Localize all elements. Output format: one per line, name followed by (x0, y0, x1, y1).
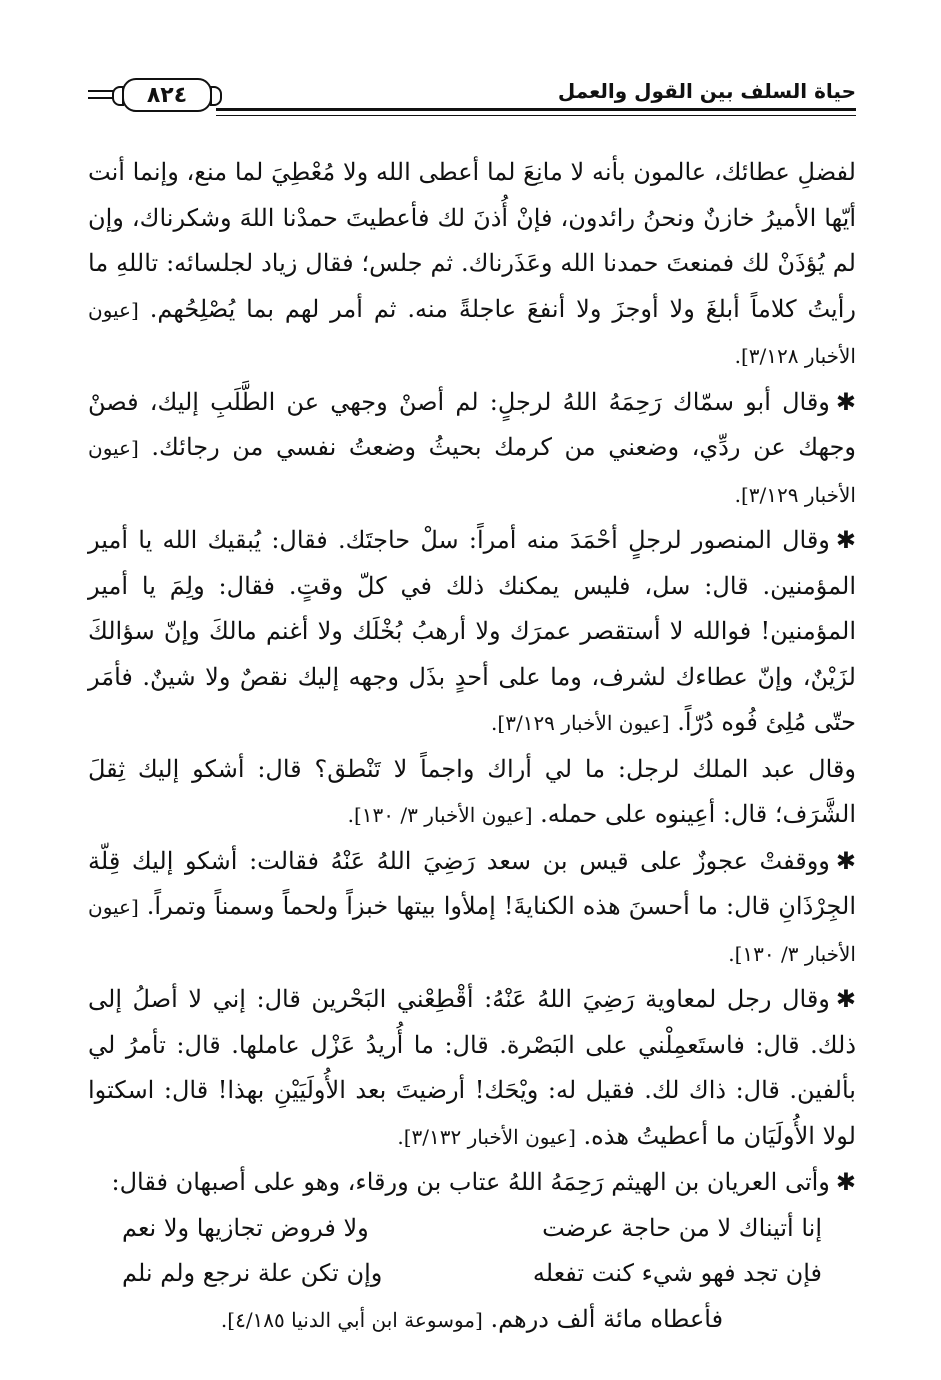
closing-text: فأعطاه مائة ألف درهم. (490, 1304, 724, 1333)
paragraph-5 (88, 839, 856, 978)
citation: [عيون الأخبار ٣/ ١٣٠]. (347, 803, 533, 827)
citation: [عيون الأخبار ٣/١٢٨]. (88, 297, 856, 368)
verse-first-hemistich: فإن تجد فهو شيء كنت تفعله (532, 1259, 822, 1287)
star-bullet-icon: ✱ (835, 526, 856, 554)
star-bullet-icon: ✱ (835, 387, 856, 416)
verse-second-hemistich: ولا فروض تجازيها ولا نعم (122, 1213, 369, 1242)
paragraph-text: وقال رجل لمعاوية رَضِيَ اللهُ عَنْهُ: أقْطِعْني البَحْرين قال: إني لا أصلُ إلى ذلك. قال: فاستَعمِلْني على البَصْرة. قال: ما أُريدُ عَزْل عاملها. قال: تأمرُ لي بألفين. قال: ذاك لك. فقيل له: ويْحَك! أرضيتَ بعد الأُولَيَيْنِ بهذا! قال: اسكتوا لولا الأُولَيَان ما أعطيتُ هذه. (88, 985, 856, 1150)
star-bullet-icon: ✱ (835, 846, 856, 875)
verse-1 (122, 1206, 822, 1252)
paragraph-text: لفضلِ عطائك، عالمون بأنه لا مانِعَ لما أعطى الله ولا مُعْطِيَ لما منع، وإنما أنت أيّها الأميرُ خازنٌ ونحنُ رائدون، فإنْ أُذنَ لك فأعطيتَ حمدْنا اللهَ وشكرناك، وإن لم يُؤذَنْ لك فمنعتَ حمدنا الله وعَذَرناك. ثم جلس؛ فقال زياد لجلسائه: تاللهِ ما رأيتُ كلاماً أبلغَ ولا أوجزَ ولا أنفعَ عاجلةً منه. ثم أمر لهم بما يُصْلِحُهم. (88, 158, 856, 323)
paragraph-text: وقال أبو سمّاك رَحِمَهُ اللهُ لرجلٍ: لم أصنْ وجهي عن الطَّلَبِ إليك، فصنْ وجهك عن ردِّي، وضعني من كرمك بحيثُ وضعتُ نفسي من رجائك. (88, 387, 856, 461)
star-bullet-icon: ✱ (835, 985, 856, 1013)
citation: [عيون الأخبار ٣/١٢٩]. (88, 436, 856, 507)
paragraph-text: وقال عبد الملك لرجل: ما لي أراك واجماً لا تَنْطق؟ قال: أشكو إليك ثِقلَ الشَّرَف؛ قال: أعِينوه على حمله. (88, 754, 856, 828)
paragraph-4 (88, 747, 856, 839)
page-number: ٨٢٤ (122, 78, 212, 112)
header-dash (88, 90, 114, 99)
page-body (88, 150, 856, 1343)
paragraph-1 (88, 150, 856, 380)
closing-line (88, 1297, 856, 1344)
poem (122, 1206, 822, 1297)
verse-2 (122, 1251, 822, 1297)
paragraph-text: ووقفتْ عجوزٌ على قيس بن سعد رَضِيَ اللهُ عَنْهُ فقالت: أشكو إليك قِلّة الجِرْذَانِ قال: ما أحسنَ هذه الكنايةَ! إملأوا بيتها خبزاً ولحماً وسمناً وتمراً. (88, 846, 856, 920)
star-bullet-icon: ✱ (835, 1168, 856, 1196)
citation: [موسوعة ابن أبي الدنيا ٤/١٨٥]. (220, 1307, 483, 1332)
paragraph-3 (88, 518, 856, 747)
citation: [عيون الأخبار ٣/١٣٢]. (397, 1124, 576, 1149)
paragraph-2 (88, 380, 856, 519)
running-title: حياة السلف بين القول والعمل (557, 79, 856, 103)
citation: [عيون الأخبار ٣/١٢٩]. (491, 711, 670, 735)
paragraph-text: وأتى العريان بن الهيثم رَحِمَهُ اللهُ عتاب بن ورقاء، وهو على أصبهان فقال: (111, 1168, 830, 1196)
verse-first-hemistich: إنا أتيناك لا من حاجة عرضت (542, 1213, 822, 1242)
citation: [عيون الأخبار ٣/ ١٣٠]. (88, 895, 856, 966)
header-rule-thin (216, 115, 856, 116)
page-header (88, 78, 856, 124)
paragraph-7 (88, 1160, 856, 1206)
paragraph-text: وقال المنصور لرجلٍ أحْمَدَ منه أمراً: سلْ حاجتَك. فقال: يُبقيك الله يا أمير المؤمنين. قال: سل، فليس يمكنك ذلك في كلّ وقتٍ. فقال: ولِمَ يا أمير المؤمنين! فوالله لا أستقصر عمرَك ولا أرهبُ بُخْلَك ولا أغنم مالكَ وإنّ سؤالكَ لزَيْنٌ، وإنّ عطاءك لشرف، وما على أحدٍ بذَل وجهه إليك نقصٌ ولا شينٌ. فأمَر حتّى مُلِئ فُوه دُرّاً. (88, 526, 856, 736)
header-rule-thick (216, 108, 856, 111)
verse-second-hemistich: وإن تكن علة نرجع ولم نلم (122, 1259, 383, 1287)
paragraph-6 (88, 977, 856, 1160)
